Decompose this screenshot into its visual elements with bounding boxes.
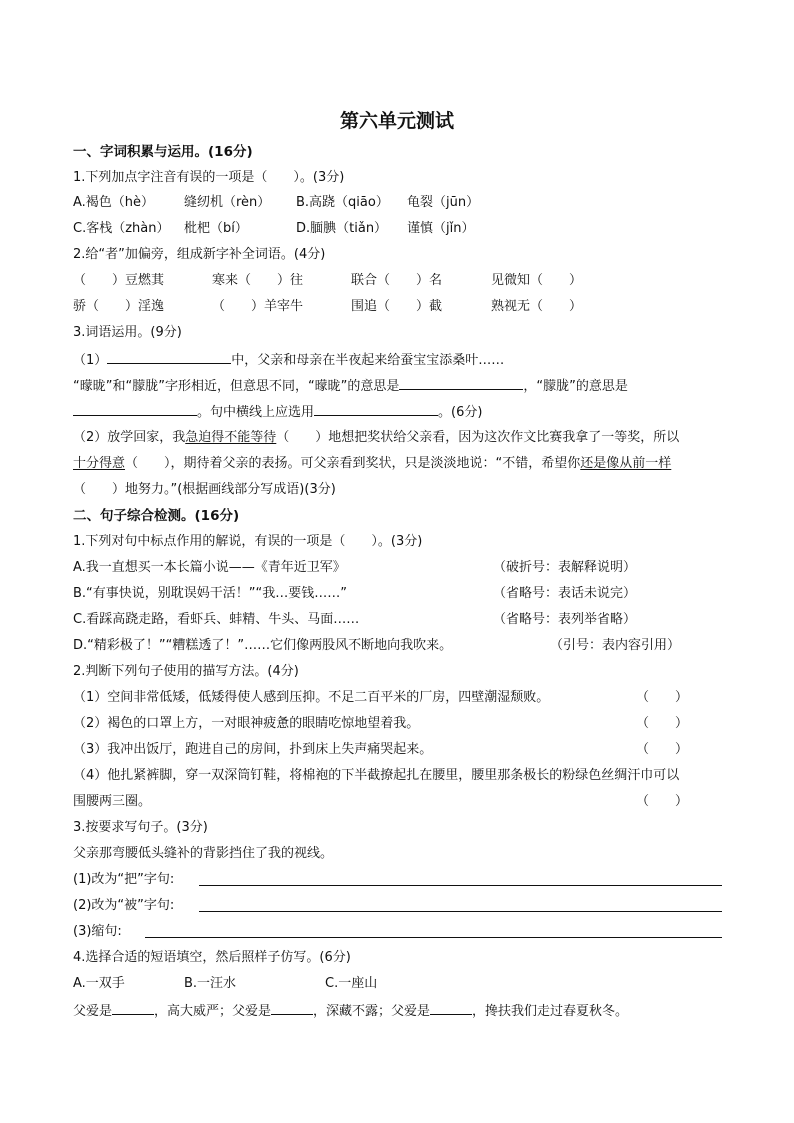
description-item-cont	[73, 793, 722, 811]
q3-part-1-line-3	[73, 402, 722, 422]
idiom-item: 寒来（ ）往	[212, 273, 304, 288]
underlined-phrase: 还是像从前一样	[580, 456, 672, 471]
description-item	[73, 689, 722, 707]
choice: B.一汪水	[184, 976, 237, 991]
option-c-2: 枇杷（bí）	[184, 221, 248, 236]
option-note: （省略号：表列举省略）	[493, 612, 637, 627]
option-d-2: 谨慎（jǐn）	[407, 221, 475, 236]
punctuation-option	[73, 637, 722, 655]
answer-blank[interactable]	[73, 402, 197, 416]
q3-text: 。句中横线上应选用	[197, 405, 315, 420]
option-a-1: A.褐色（hè）	[73, 195, 155, 210]
idiom-item: 见微知（ ）	[491, 273, 583, 288]
option-c-1: C.客栈（zhàn）	[73, 221, 170, 236]
answer-blank[interactable]	[107, 350, 231, 364]
description-item: （4）他扎紧裤脚，穿一双深筒钉鞋，将棉袍的下半截撩起扎在腰里，腰里那条极长的粉绿色丝绸汗巾可以	[73, 768, 680, 783]
q3-text: （ ），期待着父亲的表扬。可父亲看到奖状，只是淡淡地说：“不错，希望你	[125, 456, 581, 471]
answer-paren[interactable]: （ ）	[636, 742, 689, 757]
q3-part-2-line-1	[73, 429, 722, 447]
punctuation-option	[73, 585, 722, 603]
s2-q1-stem: 1.下列对句中标点作用的解说，有误的一项是（ ）。(3分)	[73, 534, 423, 549]
item-text: 围腰两三圈。	[73, 794, 152, 809]
q3-stem: 3.词语运用。(9分)	[73, 325, 182, 340]
answer-blank[interactable]	[112, 1001, 154, 1015]
underlined-phrase: 十分得意	[73, 456, 126, 471]
underlined-phrase: 急迫得不能等待	[185, 430, 277, 445]
q3-text: （ ）地想把奖状给父亲看，因为这次作文比赛我拿了一等奖，所以	[276, 430, 680, 445]
section-2-heading: 二、句子综合检测。(16分)	[73, 508, 240, 524]
q3-text: ，“朦胧”的意思是	[523, 379, 628, 394]
punctuation-option	[73, 611, 722, 629]
option-note: （破折号：表解释说明）	[493, 560, 637, 575]
idiom-item: 联合（ ）名	[351, 273, 443, 288]
s2-q4-sentence	[73, 1001, 722, 1021]
option-b-1: B.高跷（qiāo）	[296, 195, 389, 210]
q3-part-1	[73, 350, 722, 370]
q2-stem: 2.给“者”加偏旁，组成新字补全词语。(4分)	[73, 247, 326, 262]
answer-paren[interactable]: （ ）	[636, 794, 689, 809]
answer-line[interactable]	[199, 885, 722, 886]
idiom-item: 围追（ ）截	[351, 299, 443, 314]
q3-part-1-line-2	[73, 376, 722, 396]
idiom-item: 骄（ ）淫逸	[73, 299, 165, 314]
q3-text: （2）放学回家，我	[73, 430, 186, 445]
idiom-item: 熟视无（ ）	[491, 299, 583, 314]
option-text: D.“精彩极了！”“糟糕透了！”……它们像两股风不断地向我吹来。	[73, 638, 453, 653]
item-text: （2）褐色的口罩上方，一对眼神疲惫的眼睛吃惊地望着我。	[73, 716, 420, 731]
option-note: （省略号：表话未说完）	[493, 586, 637, 601]
s2-q4-stem: 4.选择合适的短语填空，然后照样子仿写。(6分)	[73, 950, 351, 965]
option-b-2: 龟裂（jūn）	[407, 195, 480, 210]
item-text: （3）我冲出饭厅，跑进自己的房间，扑到床上失声痛哭起来。	[73, 742, 433, 757]
option-note: （引号：表内容引用）	[550, 638, 681, 653]
option-text: B.“有事快说，别耽误妈干活！”“我…要钱……”	[73, 586, 347, 601]
rewrite-task: (3)缩句:	[73, 924, 122, 939]
answer-blank[interactable]	[399, 376, 523, 390]
answer-blank[interactable]	[314, 402, 438, 416]
item-text: （1）空间非常低矮，低矮得使人感到压抑。不足二百平米的厂房，四壁潮湿颓败。	[73, 690, 550, 705]
idiom-item: （ ）豆燃萁	[73, 273, 165, 288]
rewrite-task: (2)改为“被”字句:	[73, 898, 175, 913]
answer-blank[interactable]	[271, 1001, 313, 1015]
answer-paren[interactable]: （ ）	[636, 716, 689, 731]
q4-text: 父爱是	[73, 1004, 113, 1019]
q4-text: ，深藏不露；父爱是	[313, 1004, 431, 1019]
option-text: A.我一直想买一本长篇小说——《青年近卫军》	[73, 560, 346, 575]
s2-q3-stem: 3.按要求写句子。(3分)	[73, 820, 208, 835]
q1-stem: 1.下列加点字注音有误的一项是（ ）。(3分)	[73, 170, 345, 185]
choice: A.一双手	[73, 976, 125, 991]
answer-blank[interactable]	[430, 1001, 472, 1015]
q3-part-1-label: （1）	[73, 353, 108, 368]
answer-line[interactable]	[145, 937, 722, 938]
q3-part-1-text: 中，父亲和母亲在半夜起来给蚕宝宝添桑叶……	[231, 353, 505, 368]
choice: C.一座山	[325, 976, 378, 991]
q4-text: ，高大威严；父爱是	[154, 1004, 272, 1019]
rewrite-task: (1)改为“把”字句:	[73, 872, 175, 887]
option-d-1: D.腼腆（tiǎn）	[296, 221, 388, 236]
s2-q2-stem: 2.判断下列句子使用的描写方法。(4分)	[73, 664, 299, 679]
q3-text: 。(6分)	[438, 405, 483, 420]
punctuation-option	[73, 559, 722, 577]
q3-part-2-line-2	[73, 455, 722, 473]
s2-q3-sentence: 父亲那弯腰低头缝补的背影挡住了我的视线。	[73, 846, 334, 861]
idiom-item: （ ）羊宰牛	[212, 299, 304, 314]
description-item	[73, 741, 722, 759]
q3-text: “曚昽”和“朦胧”字形相近，但意思不同，“曚昽”的意思是	[73, 379, 400, 394]
description-item	[73, 715, 722, 733]
q4-text: ，搀扶我们走过春夏秋冬。	[472, 1004, 629, 1019]
answer-line[interactable]	[199, 911, 722, 912]
option-a-2: 缝纫机（rèn）	[184, 195, 271, 210]
page-title: 第六单元测试	[339, 110, 454, 132]
section-1-heading: 一、字词积累与运用。(16分)	[73, 144, 253, 160]
q3-part-2-line-3: （ ）地努力。”(根据画线部分写成语)(3分)	[73, 482, 336, 497]
option-text: C.看踩高跷走路，看虾兵、蚌精、牛头、马面……	[73, 612, 360, 627]
answer-paren[interactable]: （ ）	[636, 690, 689, 705]
